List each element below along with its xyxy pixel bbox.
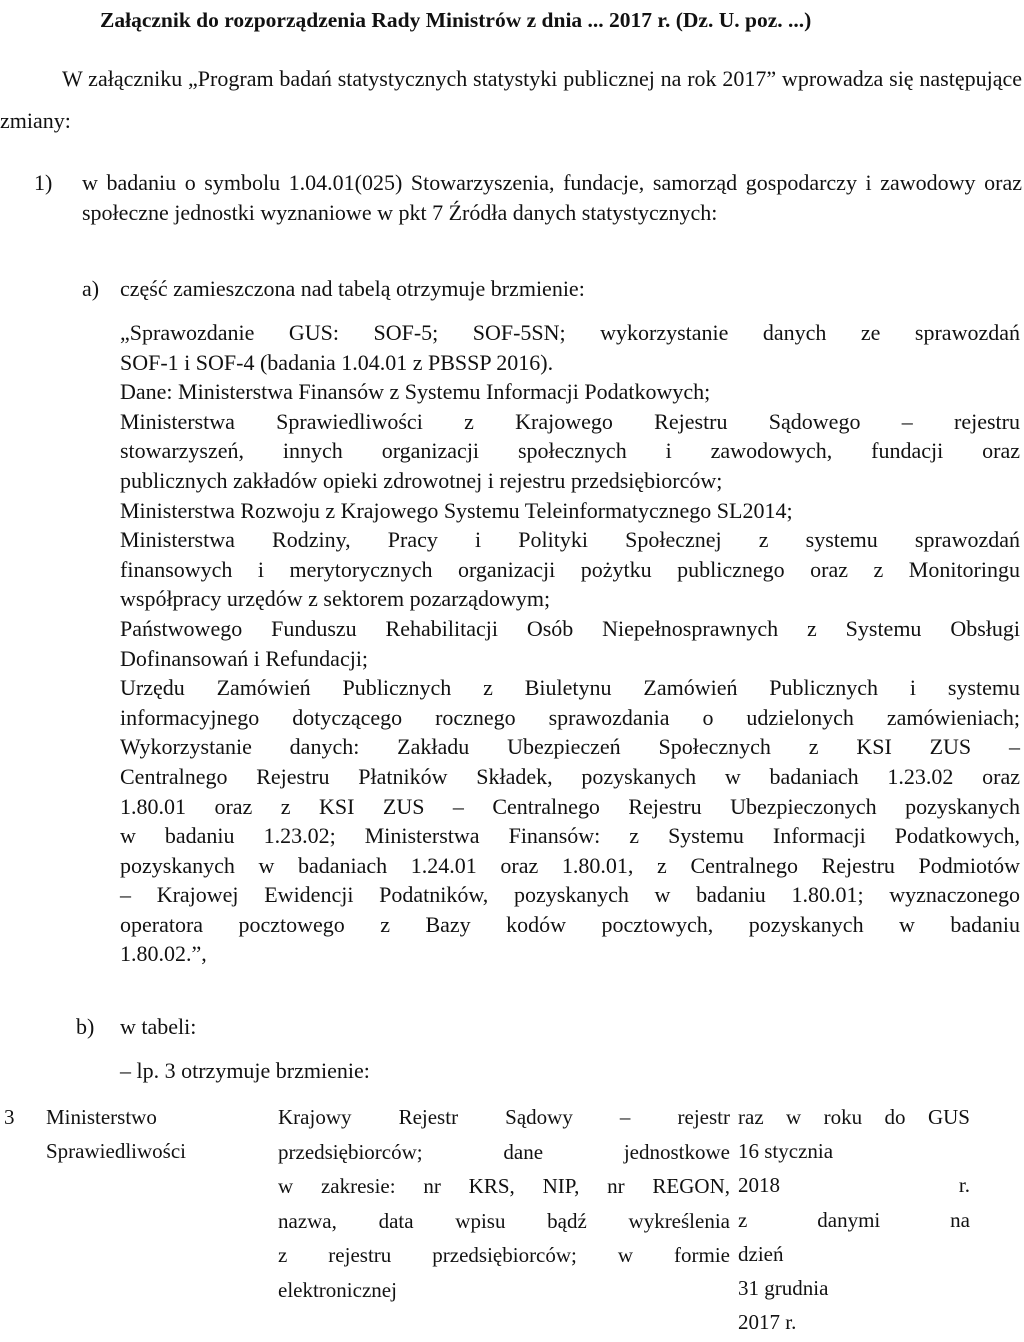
table-cell-institution: [46, 1100, 266, 1168]
quote-line: 1.80.01 oraz z KSI ZUS – Centralnego Rejestru Ubezpieczonych pozyskanych: [120, 793, 1020, 819]
quote-line: publicznych zakładów opieki zdrowotnej i rejestru przedsiębiorców;: [120, 467, 723, 493]
table-cell-deadline: [738, 1100, 970, 1339]
quote-line: Ministerstwa Rodziny, Pracy i Polityki Społecznej z systemu sprawozdań: [120, 527, 1020, 553]
data-scope-line: przedsiębiorców; dane jednostkowe: [278, 1139, 730, 1164]
data-scope-line: Krajowy Rejestr Sądowy – rejestr: [278, 1105, 730, 1129]
deadline-line: 2018 r.: [738, 1173, 970, 1198]
quote-line: Państwowego Funduszu Rehabilitacji Osób Niepełnosprawnych z Systemu Obsługi: [120, 615, 1020, 641]
deadline-line: dzień: [738, 1241, 784, 1266]
institution-line: Ministerstwo: [46, 1105, 157, 1129]
quote-line: Dofinansowań i Refundacji;: [120, 645, 369, 671]
deadline-line: 2017 r.: [738, 1310, 797, 1335]
item-1-text: w badaniu o symbolu 1.04.01(025) Stowarzyszenia, fundacje, samorząd gospodarczy i zawodowy oraz społeczne jednostki wyznaniowe w pkt 7 Źródła danych statystycznych:: [82, 170, 1022, 225]
quote-line: stowarzyszeń, innych organizacji społecznych i zawodowych, fundacji oraz: [120, 438, 1020, 464]
quote-line: w badaniu 1.23.02; Ministerstwa Finansów: z Systemu Informacji Podatkowych,: [120, 823, 1020, 849]
quote-line: współpracy urzędów z sektorem pozarządowym;: [120, 586, 551, 612]
quote-line: finansowych i merytorycznych organizacji pożytku publicznego oraz z Monitoringu: [120, 556, 1020, 582]
quoted-amendment: [120, 318, 1020, 969]
quote-line: Dane: Ministerstwa Finansów z Systemu Informacji Podatkowych;: [120, 379, 711, 405]
quote-line: Ministerstwa Sprawiedliwości z Krajowego Rejestru Sądowego – rejestru: [120, 408, 1020, 434]
lp-3-intro: – lp. 3 otrzymuje brzmienie:: [120, 1058, 370, 1083]
quote-line: „Sprawozdanie GUS: SOF-5; SOF-5SN; wykorzystanie danych ze sprawozdań: [120, 320, 1020, 345]
quote-line: Urzędu Zamówień Publicznych z Biuletynu Zamówień Publicznych i systemu: [120, 675, 1020, 701]
subitem-a-marker: a): [82, 276, 100, 301]
table-cell-data-scope: [278, 1100, 730, 1307]
document-header: Załącznik do rozporządzenia Rady Ministrów z dnia ... 2017 r. (Dz. U. poz. ...): [100, 8, 812, 32]
item-1-number: 1): [34, 170, 53, 195]
quote-line: pozyskanych w badaniach 1.24.01 oraz 1.80.01, z Centralnego Rejestru Podmiotów: [120, 852, 1020, 878]
quote-line: SOF-1 i SOF-4 (badania 1.04.01 z PBSSP 2016).: [120, 349, 554, 375]
deadline-line: 31 grudnia: [738, 1276, 829, 1301]
institution-line: Sprawiedliwości: [46, 1139, 186, 1163]
quote-line: Centralnego Rejestru Płatników Składek, pozyskanych w badaniach 1.23.02 oraz: [120, 763, 1020, 789]
quote-line: – Krajowej Ewidencji Podatników, pozyskanych w badaniu 1.80.01; wyznaczonego: [120, 882, 1020, 908]
deadline-line: 16 stycznia: [738, 1139, 834, 1164]
quote-line: operatora pocztowego z Bazy kodów pocztowych, pozyskanych w badaniu: [120, 911, 1020, 937]
quote-line: Wykorzystanie danych: Zakładu Ubezpieczeń Społecznych z KSI ZUS –: [120, 734, 1020, 760]
data-scope-line: z rejestru przedsiębiorców; w formie: [278, 1243, 730, 1267]
data-scope-line: w zakresie: nr KRS, NIP, nr REGON,: [278, 1174, 730, 1198]
data-scope-line: nazwa, data wpisu bądź wykreślenia: [278, 1208, 730, 1233]
data-scope-line: elektronicznej: [278, 1277, 397, 1302]
subitem-b-marker: b): [76, 1014, 95, 1039]
quote-line: 1.80.02.”,: [120, 941, 207, 967]
subitem-b-text: w tabeli:: [120, 1014, 197, 1039]
subitem-a-text: część zamieszczona nad tabelą otrzymuje brzmienie:: [120, 276, 585, 301]
table-row-number: 3: [4, 1105, 15, 1129]
deadline-line: raz w roku do GUS: [738, 1105, 970, 1129]
quote-line: Ministerstwa Rozwoju z Krajowego Systemu Teleinformatycznego SL2014;: [120, 497, 793, 523]
deadline-line: z danymi na: [738, 1207, 970, 1232]
intro-paragraph: W załączniku „Program badań statystycznych statystyki publicznej na rok 2017” wprowadza się następujące zmiany:: [0, 66, 1022, 133]
quote-line: informacyjnego dotyczącego rocznego sprawozdania o udzielonych zamówieniach;: [120, 704, 1020, 730]
